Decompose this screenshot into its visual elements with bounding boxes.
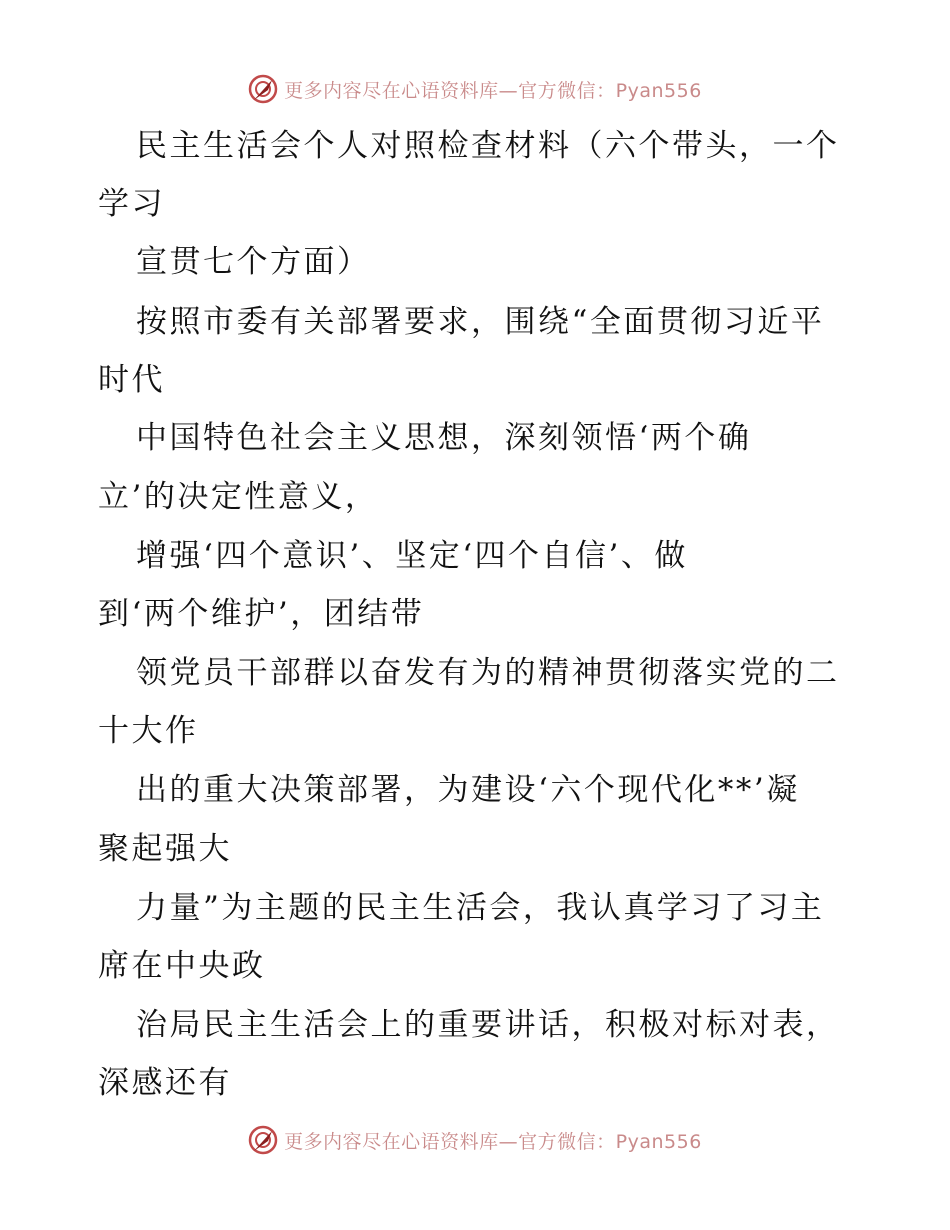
header-watermark <box>0 72 950 106</box>
footer-watermark <box>0 1123 950 1157</box>
text-line: 席在中央政 <box>98 948 266 984</box>
text-line: 民主生活会个人对照检查材料（六个带头，一个 <box>136 128 840 164</box>
text-line: 立’的决定性意义， <box>98 479 379 515</box>
watermark-text: 更多内容尽在心语资料库—官方微信：Pyan556 <box>284 79 702 102</box>
text-line: 宣贯七个方面） <box>136 244 371 280</box>
text-line: 出的重大决策部署，为建设‘六个现代化**’凝 <box>136 772 800 808</box>
text-line: 学习 <box>98 186 165 222</box>
text-line: 十大作 <box>98 713 199 749</box>
text-line: 按照市委有关部署要求，围绕“全面贯彻习近平 <box>136 304 825 340</box>
text-line: 力量”为主题的民主生活会，我认真学习了习主 <box>136 890 825 926</box>
text-line: 聚起强大 <box>98 831 232 867</box>
watermark-text: 更多内容尽在心语资料库—官方微信：Pyan556 <box>284 1130 702 1153</box>
quill-logo-icon <box>248 74 278 104</box>
text-line: 深感还有 <box>98 1065 232 1101</box>
text-line: 中国特色社会主义思想，深刻领悟‘两个确 <box>136 420 752 456</box>
text-line: 增强‘四个意识’、坚定‘四个自信’、做 <box>136 538 688 574</box>
text-line: 领党员干部群以奋发有为的精神贯彻落实党的二 <box>136 655 840 691</box>
quill-logo-icon <box>248 1125 278 1155</box>
text-line: 到‘两个维护’，团结带 <box>98 596 425 632</box>
text-line: 时代 <box>98 362 165 398</box>
text-line: 治局民主生活会上的重要讲话，积极对标对表， <box>136 1007 840 1043</box>
